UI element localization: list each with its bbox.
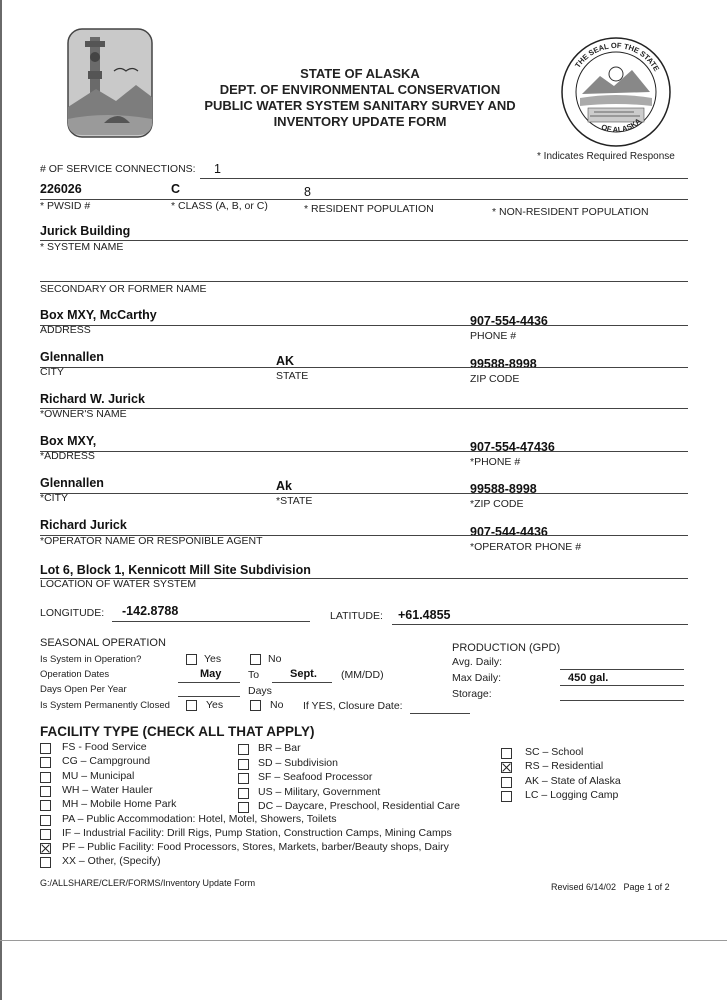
facility-option-label: MU – Municipal — [62, 769, 135, 782]
owner-phone-label: *PHONE # — [470, 456, 521, 468]
owner-city-value[interactable]: Glennallen — [40, 476, 104, 490]
totem-logo-icon — [66, 27, 154, 139]
facility-checkbox[interactable] — [40, 743, 51, 754]
facility-option-label: PA – Public Accommodation: Hotel, Motel, Showers, Toilets — [62, 812, 337, 825]
owner-zip-label: *ZIP CODE — [470, 498, 524, 510]
facility-checkbox[interactable] — [238, 802, 249, 813]
facility-checkbox[interactable] — [40, 800, 51, 811]
facility-option-label: IF – Industrial Facility: Drill Rigs, Pump Station, Construction Camps, Mining Camps — [62, 826, 452, 839]
facility-checkbox[interactable] — [40, 815, 51, 826]
pwsid-label: * PWSID # — [40, 200, 91, 212]
closure-date-label: If YES, Closure Date: — [303, 700, 403, 712]
address-label: ADDRESS — [40, 324, 91, 336]
days-open-label: Days Open Per Year — [40, 684, 127, 695]
form-title-line3: PUBLIC WATER SYSTEM SANITARY SURVEY AND — [204, 98, 516, 113]
resident-pop-label: * RESIDENT POPULATION — [304, 203, 434, 215]
owner-city-label: *CITY — [40, 492, 69, 504]
city-value[interactable]: Glennallen — [40, 350, 104, 364]
phone-label: PHONE # — [470, 330, 517, 342]
operator-name-value[interactable]: Richard Jurick — [40, 518, 127, 532]
facility-option-label: FS - Food Service — [62, 741, 147, 753]
system-name-value[interactable]: Jurick Building — [40, 224, 131, 238]
facility-option-label: AK – State of Alaska — [525, 774, 621, 787]
facility-option-label: MH – Mobile Home Park — [62, 798, 177, 811]
seal-text-bottom: OF ALASKA — [600, 116, 643, 135]
operation-to-value[interactable]: Sept. — [290, 668, 317, 680]
storage-label: Storage: — [452, 688, 492, 700]
facility-option-label: SD – Subdivision — [258, 756, 338, 769]
secondary-name-label: SECONDARY OR FORMER NAME — [40, 283, 207, 295]
date-format-label: (MM/DD) — [341, 669, 384, 681]
production-title: PRODUCTION (GPD) — [452, 642, 561, 654]
owner-name-label: *OWNER'S NAME — [40, 408, 127, 420]
seasonal-title: SEASONAL OPERATION — [40, 637, 166, 649]
longitude-value[interactable]: -142.8788 — [122, 604, 179, 618]
latitude-label: LATITUDE: — [330, 610, 383, 622]
owner-state-value[interactable]: Ak — [276, 479, 292, 493]
latitude-value[interactable]: +61.4855 — [398, 608, 451, 622]
avg-daily-label: Avg. Daily: — [452, 656, 502, 668]
zip-label: ZIP CODE — [470, 373, 520, 385]
facility-option-label: CG – Campground — [62, 755, 151, 768]
service-connections-value[interactable]: 1 — [214, 162, 221, 176]
days-label: Days — [248, 685, 272, 697]
facility-option-label: PF – Public Facility: Food Processors, Stores, Markets, barber/Beauty shops, Dairy — [62, 841, 449, 854]
facility-checkbox[interactable] — [501, 791, 512, 802]
class-value[interactable]: C — [171, 182, 181, 196]
alaska-seal-icon — [560, 36, 672, 148]
facility-option-label: RS – Residential — [525, 760, 604, 773]
facility-option-label: US – Military, Government — [258, 785, 381, 798]
owner-state-label: *STATE — [276, 495, 313, 507]
facility-option-label: SC – School — [525, 746, 584, 758]
owner-address-label: *ADDRESS — [40, 450, 95, 462]
in-operation-no-checkbox[interactable] — [250, 654, 261, 665]
facility-checkbox[interactable] — [40, 829, 51, 840]
closed-yes-checkbox[interactable] — [186, 700, 197, 711]
in-operation-label: Is System in Operation? — [40, 654, 142, 665]
resident-pop-value[interactable]: 8 — [304, 185, 311, 199]
facility-checkbox[interactable] — [501, 748, 512, 759]
operator-phone-label: *OPERATOR PHONE # — [470, 541, 582, 553]
in-operation-yes-label: Yes — [204, 653, 222, 665]
footer-path: G:/ALLSHARE/CLER/FORMS/Inventory Update Form — [40, 878, 256, 888]
facility-checkbox[interactable] — [238, 788, 249, 799]
zip-value[interactable]: 99588-8998 — [470, 357, 537, 371]
facility-option-label: BR – Bar — [258, 742, 301, 754]
in-operation-yes-checkbox[interactable] — [186, 654, 197, 665]
owner-name-value[interactable]: Richard W. Jurick — [40, 392, 145, 406]
facility-checkbox[interactable] — [238, 773, 249, 784]
facility-type-title: FACILITY TYPE (CHECK ALL THAT APPLY) — [40, 724, 315, 739]
facility-option-label: DC – Daycare, Preschool, Residential Care — [258, 800, 460, 812]
facility-checkbox[interactable] — [238, 759, 249, 770]
state-value[interactable]: AK — [276, 354, 295, 368]
closed-no-checkbox[interactable] — [250, 700, 261, 711]
facility-checkbox[interactable] — [40, 786, 51, 797]
to-label: To — [248, 669, 260, 681]
facility-option-label: LC – Logging Camp — [525, 788, 619, 801]
service-connections-label: # OF SERVICE CONNECTIONS: — [40, 163, 196, 175]
phone-value[interactable]: 907-554-4436 — [470, 314, 548, 328]
operator-phone-value[interactable]: 907-544-4436 — [470, 525, 548, 539]
facility-checkbox[interactable] — [40, 757, 51, 768]
facility-checkbox[interactable] — [501, 762, 512, 773]
in-operation-no-label: No — [268, 653, 282, 665]
facility-option-label: WH – Water Hauler — [62, 783, 153, 796]
facility-checkbox[interactable] — [40, 857, 51, 868]
form-title-line1: STATE OF ALASKA — [300, 66, 420, 81]
seal-text-top: THE SEAL OF THE STATE — [573, 40, 662, 73]
operation-from-value[interactable]: May — [200, 668, 222, 680]
location-value[interactable]: Lot 6, Block 1, Kennicott Mill Site Subdivision — [40, 563, 311, 577]
owner-phone-value[interactable]: 907-554-47436 — [470, 440, 555, 454]
form-title-line2: DEPT. OF ENVIRONMENTAL CONSERVATION — [219, 82, 501, 97]
closed-yes-label: Yes — [206, 699, 224, 711]
max-daily-value[interactable]: 450 gal. — [568, 672, 609, 684]
footer-revised: Revised 6/14/02 Page 1 of 2 — [551, 882, 670, 892]
owner-zip-value[interactable]: 99588-8998 — [470, 482, 537, 496]
operator-name-label: *OPERATOR NAME OR RESPONIBLE AGENT — [40, 535, 263, 547]
facility-checkbox[interactable] — [40, 843, 51, 854]
form-title-line4: INVENTORY UPDATE FORM — [273, 114, 447, 129]
facility-option-label: SF – Seafood Processor — [258, 771, 373, 783]
page-bottom-rule — [0, 940, 727, 941]
pwsid-value[interactable]: 226026 — [40, 182, 82, 196]
scan-edge — [0, 0, 2, 1000]
nonresident-pop-label: * NON-RESIDENT POPULATION — [492, 206, 649, 218]
max-daily-label: Max Daily: — [452, 672, 502, 684]
longitude-label: LONGITUDE: — [40, 607, 105, 619]
closed-no-label: No — [270, 699, 284, 711]
facility-checkbox[interactable] — [40, 772, 51, 783]
city-label: CITY — [40, 366, 64, 378]
state-label: STATE — [276, 370, 309, 382]
address-value[interactable]: Box MXY, McCarthy — [40, 308, 157, 322]
owner-address-value[interactable]: Box MXY, — [40, 434, 97, 448]
class-label: * CLASS (A, B, or C) — [171, 200, 268, 212]
location-label: LOCATION OF WATER SYSTEM — [40, 578, 197, 590]
facility-checkbox[interactable] — [501, 777, 512, 788]
permanently-closed-label: Is System Permanently Closed — [40, 700, 170, 711]
facility-checkbox[interactable] — [238, 744, 249, 755]
facility-option-label: XX – Other, (Specify) — [62, 855, 161, 868]
system-name-label: * SYSTEM NAME — [40, 241, 124, 253]
required-note: * Indicates Required Response — [537, 151, 675, 162]
operation-dates-label: Operation Dates — [40, 669, 110, 680]
